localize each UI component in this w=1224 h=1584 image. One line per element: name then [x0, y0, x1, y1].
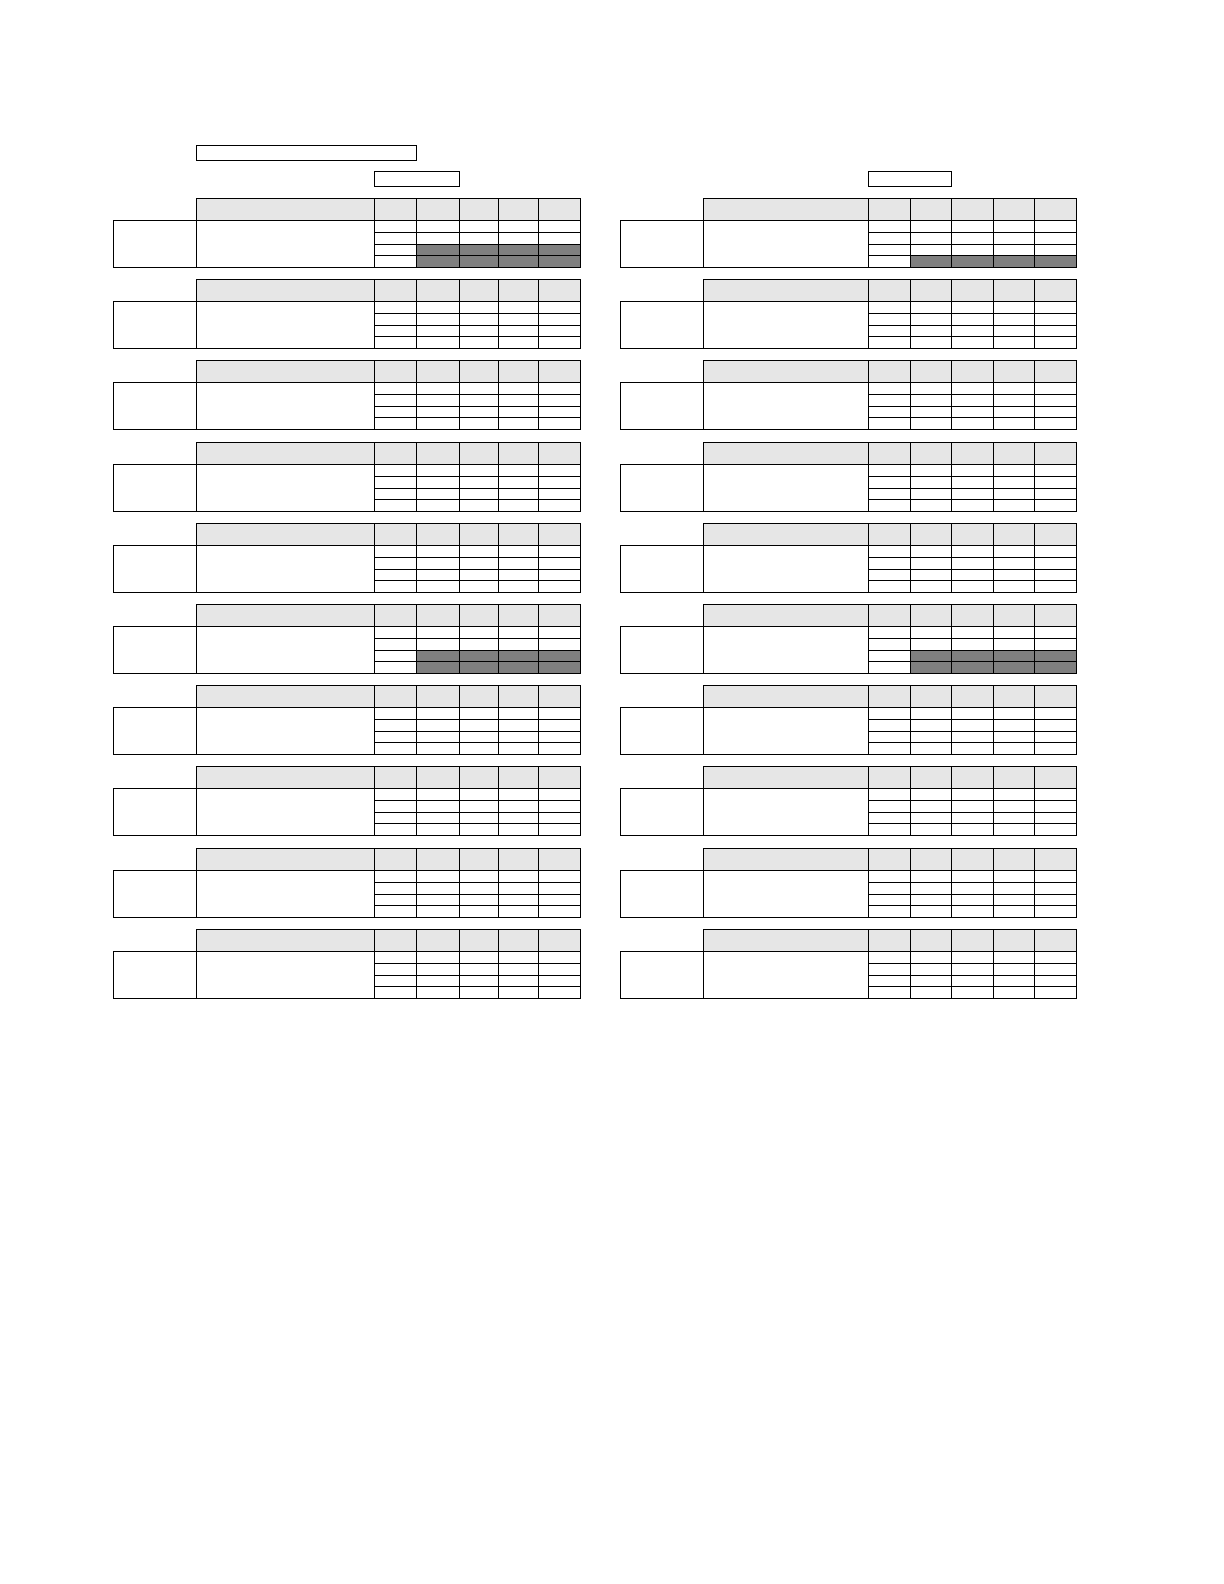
left-block-data-cell[interactable]: [459, 905, 499, 918]
right-block-header-col: [951, 929, 994, 952]
right-block-header-col: [910, 929, 952, 952]
right-block-label-cell[interactable]: [620, 788, 704, 836]
left-block-desc-cell[interactable]: [196, 870, 375, 918]
right-block-header-col: [1034, 198, 1077, 221]
left-block-header-col: [459, 604, 499, 627]
right-block-label-cell[interactable]: [620, 301, 704, 349]
right-block-data-cell[interactable]: [910, 905, 952, 918]
right-block-header-col: [993, 279, 1035, 302]
left-block-data-cell[interactable]: [459, 499, 499, 512]
right-block-header-col: [951, 442, 994, 465]
right-block-data-cell[interactable]: [951, 580, 994, 593]
right-block-header-col: [910, 848, 952, 871]
right-block-header-desc: [703, 523, 869, 546]
left-block-header-desc: [196, 198, 375, 221]
right-block-data-cell[interactable]: [1034, 905, 1077, 918]
right-block-header-col: [1034, 360, 1077, 383]
left-block-data-cell: [498, 255, 539, 268]
left-block-header-col: [374, 279, 417, 302]
left-block-data-cell: [416, 661, 460, 674]
right-block-desc-cell[interactable]: [703, 707, 869, 755]
right-block-label-cell[interactable]: [620, 382, 704, 430]
right-block-data-cell[interactable]: [1034, 499, 1077, 512]
left-block-desc-cell[interactable]: [196, 707, 375, 755]
right-block-header-col: [993, 685, 1035, 708]
left-block-header-col: [498, 604, 539, 627]
right-block-data-cell: [910, 661, 952, 674]
right-block-desc-cell[interactable]: [703, 951, 869, 999]
right-block-header-col: [951, 604, 994, 627]
right-block-header-desc: [703, 279, 869, 302]
right-block-header-col: [1034, 442, 1077, 465]
right-block-label-cell[interactable]: [620, 626, 704, 674]
left-block-header-desc: [196, 604, 375, 627]
right-block-header-col: [868, 685, 911, 708]
right-block-header-desc: [703, 360, 869, 383]
right-block-data-cell[interactable]: [868, 499, 911, 512]
right-block-data-cell: [910, 255, 952, 268]
left-block-label-cell[interactable]: [113, 707, 197, 755]
left-block-header-col: [416, 198, 460, 221]
left-block-data-cell[interactable]: [416, 417, 460, 430]
left-block-desc-cell[interactable]: [196, 626, 375, 674]
left-block-header-col: [498, 198, 539, 221]
left-block-header-col: [498, 929, 539, 952]
right-block-header-col: [910, 279, 952, 302]
right-block-data-cell[interactable]: [1034, 986, 1077, 999]
right-block-desc-cell[interactable]: [703, 382, 869, 430]
right-block-header-col: [1034, 929, 1077, 952]
title-field[interactable]: [196, 145, 417, 161]
right-block-header-col: [1034, 685, 1077, 708]
right-block-header-col: [910, 604, 952, 627]
right-block-header-col: [910, 442, 952, 465]
right-block-header-col: [951, 279, 994, 302]
right-block-header-col: [951, 766, 994, 789]
left-block-header-col: [416, 360, 460, 383]
right-block-header-col: [868, 848, 911, 871]
right-block-label-cell[interactable]: [620, 220, 704, 268]
right-block-header-col: [993, 360, 1035, 383]
right-block-header-col: [1034, 604, 1077, 627]
left-block-label-cell[interactable]: [113, 788, 197, 836]
right-block-data-cell[interactable]: [910, 336, 952, 349]
right-block-label-cell[interactable]: [620, 951, 704, 999]
right-block-data-cell: [951, 255, 994, 268]
right-block-header-col: [868, 766, 911, 789]
right-block-header-col: [951, 848, 994, 871]
right-block-header-col: [1034, 279, 1077, 302]
right-block-header-col: [1034, 523, 1077, 546]
right-block-desc-cell[interactable]: [703, 464, 869, 512]
left-block-header-desc: [196, 766, 375, 789]
left-block-data-cell[interactable]: [498, 417, 539, 430]
left-block-data-cell[interactable]: [538, 823, 581, 836]
left-block-data-cell[interactable]: [538, 499, 581, 512]
right-block-data-cell[interactable]: [951, 823, 994, 836]
right-block-header-col: [868, 279, 911, 302]
left-block-header-col: [538, 523, 581, 546]
right-block-header-col: [993, 604, 1035, 627]
left-block-header-desc: [196, 523, 375, 546]
left-block-data-cell[interactable]: [538, 336, 581, 349]
left-block-data-cell[interactable]: [498, 742, 539, 755]
left-block-data-cell[interactable]: [498, 905, 539, 918]
left-block-header-col: [538, 279, 581, 302]
right-block-header-col: [910, 198, 952, 221]
left-block-label-cell[interactable]: [113, 220, 197, 268]
left-block-header-col: [374, 929, 417, 952]
left-block-data-cell[interactable]: [374, 499, 417, 512]
right-block-header-col: [910, 360, 952, 383]
left-block-header-col: [498, 360, 539, 383]
right-block-data-cell: [993, 661, 1035, 674]
right-block-data-cell[interactable]: [1034, 742, 1077, 755]
left-block-data-cell[interactable]: [538, 905, 581, 918]
right-block-data-cell[interactable]: [1034, 580, 1077, 593]
left-block-header-col: [459, 360, 499, 383]
left-block-header-col: [374, 766, 417, 789]
right-block-header-desc: [703, 685, 869, 708]
right-block-header-desc: [703, 198, 869, 221]
left-block-data-cell[interactable]: [374, 986, 417, 999]
left-block-data-cell[interactable]: [459, 742, 499, 755]
left-heading-field[interactable]: [374, 171, 460, 187]
left-block-data-cell[interactable]: [459, 823, 499, 836]
left-block-data-cell[interactable]: [538, 417, 581, 430]
right-block-label-cell[interactable]: [620, 707, 704, 755]
right-block-data-cell[interactable]: [1034, 417, 1077, 430]
left-block-data-cell[interactable]: [416, 986, 460, 999]
left-block-desc-cell[interactable]: [196, 220, 375, 268]
right-block-data-cell[interactable]: [868, 905, 911, 918]
right-block-data-cell: [993, 255, 1035, 268]
left-block-header-col: [374, 523, 417, 546]
right-block-header-desc: [703, 766, 869, 789]
left-block-data-cell[interactable]: [416, 823, 460, 836]
right-block-data-cell[interactable]: [910, 580, 952, 593]
right-block-header-col: [993, 198, 1035, 221]
left-block-header-col: [538, 929, 581, 952]
right-block-header-col: [951, 685, 994, 708]
left-block-header-col: [416, 442, 460, 465]
left-block-data-cell[interactable]: [498, 336, 539, 349]
left-block-data-cell[interactable]: [459, 336, 499, 349]
right-block-data-cell[interactable]: [951, 742, 994, 755]
right-block-header-col: [993, 929, 1035, 952]
left-block-desc-cell[interactable]: [196, 464, 375, 512]
right-block-header-col: [951, 360, 994, 383]
left-block-header-col: [374, 685, 417, 708]
right-block-label-cell[interactable]: [620, 464, 704, 512]
right-block-data-cell[interactable]: [910, 742, 952, 755]
right-block-header-col: [993, 848, 1035, 871]
left-block-header-col: [498, 766, 539, 789]
right-block-header-col: [1034, 848, 1077, 871]
left-block-data-cell[interactable]: [459, 580, 499, 593]
left-block-header-col: [416, 766, 460, 789]
right-block-header-col: [1034, 766, 1077, 789]
left-block-header-col: [498, 848, 539, 871]
right-block-data-cell: [1034, 255, 1077, 268]
right-block-desc-cell[interactable]: [703, 870, 869, 918]
right-block-header-col: [951, 198, 994, 221]
right-block-data-cell[interactable]: [993, 499, 1035, 512]
left-block-header-col: [498, 685, 539, 708]
right-block-data-cell[interactable]: [993, 823, 1035, 836]
left-block-data-cell[interactable]: [459, 986, 499, 999]
left-block-header-desc: [196, 442, 375, 465]
right-block-data-cell[interactable]: [993, 336, 1035, 349]
left-block-data-cell[interactable]: [416, 905, 460, 918]
left-block-header-col: [374, 198, 417, 221]
right-block-header-col: [993, 523, 1035, 546]
right-block-data-cell[interactable]: [993, 905, 1035, 918]
left-block-data-cell[interactable]: [416, 499, 460, 512]
right-block-desc-cell[interactable]: [703, 545, 869, 593]
right-block-desc-cell[interactable]: [703, 220, 869, 268]
left-block-data-cell[interactable]: [498, 580, 539, 593]
right-block-header-desc: [703, 929, 869, 952]
left-block-header-col: [416, 685, 460, 708]
left-block-data-cell: [498, 661, 539, 674]
left-block-data-cell[interactable]: [374, 255, 417, 268]
left-block-data-cell[interactable]: [416, 336, 460, 349]
left-block-header-col: [416, 604, 460, 627]
right-block-data-cell[interactable]: [951, 336, 994, 349]
right-block-data-cell[interactable]: [868, 580, 911, 593]
left-block-header-col: [459, 929, 499, 952]
right-block-data-cell[interactable]: [951, 417, 994, 430]
right-block-data-cell[interactable]: [910, 499, 952, 512]
right-block-header-col: [868, 198, 911, 221]
left-block-header-desc: [196, 929, 375, 952]
right-block-header-col: [993, 442, 1035, 465]
right-block-data-cell[interactable]: [868, 417, 911, 430]
right-block-header-col: [951, 523, 994, 546]
left-block-data-cell[interactable]: [498, 499, 539, 512]
left-block-header-col: [459, 442, 499, 465]
right-block-data-cell[interactable]: [910, 417, 952, 430]
right-block-data-cell[interactable]: [951, 986, 994, 999]
right-block-data-cell[interactable]: [951, 905, 994, 918]
right-block-data-cell[interactable]: [868, 255, 911, 268]
right-block-data-cell: [951, 661, 994, 674]
left-block-header-desc: [196, 360, 375, 383]
left-block-data-cell: [538, 255, 581, 268]
left-block-header-col: [374, 360, 417, 383]
right-block-data-cell[interactable]: [1034, 336, 1077, 349]
left-block-label-cell[interactable]: [113, 464, 197, 512]
right-block-data-cell[interactable]: [868, 742, 911, 755]
right-block-data-cell[interactable]: [993, 986, 1035, 999]
left-block-label-cell[interactable]: [113, 545, 197, 593]
left-block-header-col: [374, 848, 417, 871]
left-block-data-cell[interactable]: [374, 905, 417, 918]
right-block-desc-cell[interactable]: [703, 788, 869, 836]
right-block-desc-cell[interactable]: [703, 626, 869, 674]
left-block-data-cell[interactable]: [416, 580, 460, 593]
left-block-desc-cell[interactable]: [196, 788, 375, 836]
left-block-data-cell[interactable]: [538, 580, 581, 593]
left-block-data-cell[interactable]: [374, 580, 417, 593]
right-block-data-cell[interactable]: [993, 742, 1035, 755]
left-block-header-desc: [196, 848, 375, 871]
left-block-header-col: [459, 523, 499, 546]
left-block-label-cell[interactable]: [113, 626, 197, 674]
left-block-data-cell[interactable]: [374, 661, 417, 674]
left-block-header-col: [498, 523, 539, 546]
left-block-header-col: [416, 929, 460, 952]
right-block-header-col: [910, 685, 952, 708]
left-block-desc-cell[interactable]: [196, 382, 375, 430]
right-block-header-col: [868, 929, 911, 952]
left-block-header-col: [459, 766, 499, 789]
left-block-desc-cell[interactable]: [196, 951, 375, 999]
right-block-label-cell[interactable]: [620, 870, 704, 918]
left-block-header-col: [374, 442, 417, 465]
left-block-data-cell[interactable]: [538, 986, 581, 999]
left-block-header-col: [498, 279, 539, 302]
right-block-header-col: [868, 604, 911, 627]
left-block-header-col: [459, 198, 499, 221]
left-block-label-cell[interactable]: [113, 301, 197, 349]
left-block-header-col: [538, 848, 581, 871]
right-block-header-col: [910, 766, 952, 789]
left-block-header-desc: [196, 279, 375, 302]
right-block-header-col: [868, 523, 911, 546]
left-block-header-col: [538, 442, 581, 465]
left-block-data-cell[interactable]: [374, 417, 417, 430]
right-block-header-col: [868, 360, 911, 383]
right-block-data-cell[interactable]: [1034, 823, 1077, 836]
left-block-data-cell[interactable]: [374, 823, 417, 836]
left-block-data-cell[interactable]: [416, 742, 460, 755]
left-block-data-cell[interactable]: [459, 417, 499, 430]
right-block-data-cell[interactable]: [868, 823, 911, 836]
left-block-data-cell[interactable]: [538, 742, 581, 755]
right-block-data-cell[interactable]: [910, 823, 952, 836]
right-block-data-cell[interactable]: [868, 336, 911, 349]
left-block-data-cell: [416, 255, 460, 268]
left-block-header-col: [538, 766, 581, 789]
right-block-label-cell[interactable]: [620, 545, 704, 593]
right-block-header-col: [993, 766, 1035, 789]
left-block-header-col: [416, 848, 460, 871]
left-block-label-cell[interactable]: [113, 382, 197, 430]
left-block-data-cell[interactable]: [374, 336, 417, 349]
right-block-header-col: [910, 523, 952, 546]
right-block-header-desc: [703, 604, 869, 627]
left-block-label-cell[interactable]: [113, 870, 197, 918]
right-block-data-cell[interactable]: [910, 986, 952, 999]
right-block-data-cell[interactable]: [951, 499, 994, 512]
left-block-header-col: [374, 604, 417, 627]
left-block-data-cell: [538, 661, 581, 674]
left-block-header-col: [416, 279, 460, 302]
left-block-data-cell[interactable]: [498, 986, 539, 999]
right-heading-field[interactable]: [868, 171, 952, 187]
left-block-data-cell: [459, 661, 499, 674]
left-block-header-col: [459, 279, 499, 302]
right-block-desc-cell[interactable]: [703, 301, 869, 349]
right-block-header-col: [868, 442, 911, 465]
right-block-data-cell[interactable]: [993, 580, 1035, 593]
left-block-data-cell[interactable]: [374, 742, 417, 755]
left-block-header-col: [538, 604, 581, 627]
right-block-data-cell[interactable]: [993, 417, 1035, 430]
left-block-header-col: [538, 198, 581, 221]
left-block-data-cell: [459, 255, 499, 268]
right-block-data-cell[interactable]: [868, 661, 911, 674]
left-block-header-col: [538, 685, 581, 708]
left-block-header-col: [538, 360, 581, 383]
right-block-data-cell: [1034, 661, 1077, 674]
right-block-data-cell[interactable]: [868, 986, 911, 999]
left-block-data-cell[interactable]: [498, 823, 539, 836]
left-block-header-col: [498, 442, 539, 465]
left-block-header-col: [416, 523, 460, 546]
left-block-desc-cell[interactable]: [196, 545, 375, 593]
left-block-label-cell[interactable]: [113, 951, 197, 999]
right-block-header-desc: [703, 848, 869, 871]
left-block-header-col: [459, 848, 499, 871]
left-block-desc-cell[interactable]: [196, 301, 375, 349]
left-block-header-col: [459, 685, 499, 708]
left-block-header-desc: [196, 685, 375, 708]
right-block-header-desc: [703, 442, 869, 465]
